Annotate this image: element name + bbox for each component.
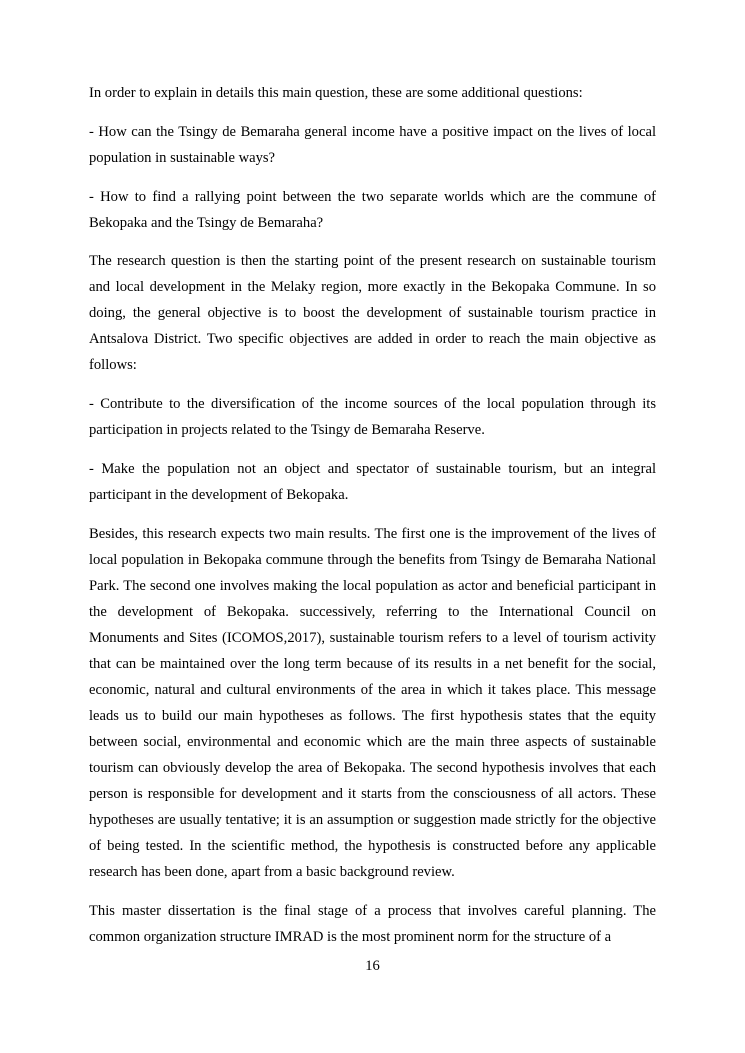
paragraph-results-hypotheses: Besides, this research expects two main results. The first one is the improvement of the lives of local population in Bekopaka commune through the benefits from Tsingy de Bemaraha National Park. The second one involves making the local population as actor and beneficial participant in the development of Bekopaka. successively, referring to the International Council on Monuments and Sites (ICOMOS,2017), sustainable tourism refers to a level of tourism activity that can be maintained over the long term because of its results in a net benefit for the social, economic, natural and cultural environments of the area in which it takes place. This message leads us to build our main hypotheses as follows. The first hypothesis states that the equity between social, environmental and economic which are the main three aspects of sustainable tourism can obviously develop the area of Bekopaka. The second hypothesis involves that each person is responsible for development and it starts from the consciousness of all actors. These hypotheses are usually tentative; it is an assumption or suggestion made strictly for the objective of being tested. In the scientific method, the hypothesis is constructed before any applicable research has been done, apart from a basic background review. [89,525,656,880]
paragraph-intro: In order to explain in details this main question, these are some additional questions: [89,85,583,101]
paragraph-question-1: - How can the Tsingy de Bemaraha general income have a positive impact on the lives of local population in sustainable ways? [89,123,656,166]
paragraph-objective-1: - Contribute to the diversification of the income sources of the local population through its participation in projects related to the Tsingy de Bemaraha Reserve. [89,396,656,439]
paragraph-research-question: The research question is then the starting point of the present research on sustainable tourism and local development in the Melaky region, more exactly in the Bekopaka Commune. In so doing, the general objective is to boost the development of sustainable tourism practice in Antsalova District. Two specific objectives are added in order to reach the main objective as follows: [89,253,656,374]
paragraph-question-2: - How to find a rallying point between the two separate worlds which are the commune of Bekopaka and the Tsingy de Bemaraha? [89,188,656,231]
paragraph-objective-2: - Make the population not an object and spectator of sustainable tourism, but an integral participant in the development of Bekopaka. [89,460,656,503]
paragraph-structure: This master dissertation is the final stage of a process that involves careful planning. The common organization structure IMRAD is the most prominent norm for the structure of a [89,902,656,945]
document-body [89,80,656,962]
page-number: 16 [365,958,380,974]
